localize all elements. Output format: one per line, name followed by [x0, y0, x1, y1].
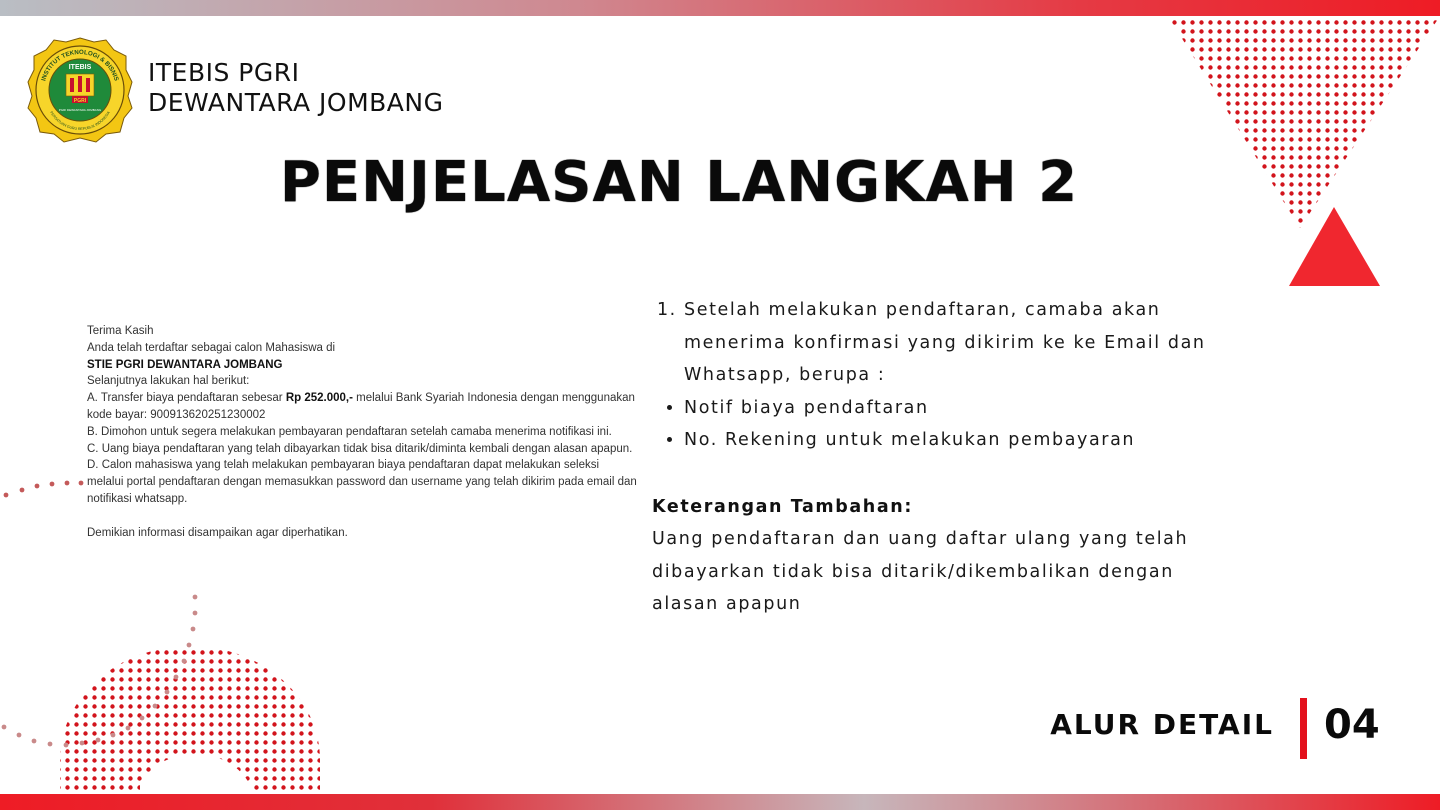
- dotted-arc: [60, 646, 320, 794]
- footer-divider: [1300, 698, 1307, 759]
- email-item-b: B. Dimohon untuk segera melakukan pembayaran pendaftaran setelah camaba menerima notifikasi ini.: [87, 425, 612, 438]
- logo-top-label: ITEBIS: [68, 64, 92, 71]
- footer-label: ALUR DETAIL: [1050, 708, 1274, 741]
- logo-sub-label: PGRI DEWANTARA JOMBANG: [58, 108, 102, 112]
- email-screenshot: [87, 323, 637, 541]
- email-item-a-prefix: A. Transfer biaya pendaftaran sebesar: [87, 392, 286, 405]
- extra-info-title: Keterangan Tambahan:: [652, 496, 913, 517]
- email-registered-line: Anda telah terdaftar sebagai calon Mahasiswa di: [87, 341, 336, 354]
- email-greeting: Terima Kasih: [87, 325, 154, 337]
- logo-ring-text: INSTITUT TEKNOLOGI & BISNIS: [40, 48, 120, 82]
- explanation-bullet-1: • Notif biaya pendaftaran: [684, 392, 1212, 425]
- email-item-c: C. Uang biaya pendaftaran yang telah dibayarkan tidak bisa ditarik/diminta kembali dengan alasan apapun.: [87, 442, 633, 455]
- dotted-curve-left: [4, 481, 84, 498]
- email-item-a-suffix: melalui Bank Syariah Indonesia dengan menggunakan kode bayar: 900913620251230002: [87, 392, 635, 421]
- email-next-steps: Selanjutnya lakukan hal berikut:: [87, 375, 250, 388]
- institution-name-line2: DEWANTARA JOMBANG: [148, 88, 444, 117]
- explanation-step-1: 1. Setelah melakukan pendaftaran, camaba akan menerima konfirmasi yang dikirim ke ke Email dan Whatsapp, berupa :: [684, 294, 1212, 392]
- email-item-a-amount: Rp 252.000,-: [285, 392, 353, 405]
- institution-name: [148, 58, 444, 118]
- logo-center-label: PGRI: [73, 98, 87, 104]
- email-item-a: [87, 390, 637, 424]
- slide-title: PENJELASAN LANGKAH 2: [279, 150, 1079, 215]
- email-closing: Demikian informasi disampaikan agar diperhatikan.: [87, 526, 348, 539]
- page-number: 04: [1324, 702, 1380, 748]
- institution-logo: [26, 36, 134, 144]
- email-item-d: D. Calon mahasiswa yang telah melakukan pembayaran biaya pendaftaran dapat melakukan seleksi melalui portal pendaftaran dengan memasukkan password dan username yang telah dikirim pada email dan notifikasi whatsapp.: [87, 459, 637, 505]
- explanation-bullet-2: • No. Rekening untuk melakukan pembayaran: [684, 424, 1212, 457]
- extra-info-body: Uang pendaftaran dan uang daftar ulang yang telah dibayarkan tidak bisa ditarik/dikembalikan dengan alasan apapun: [652, 529, 1189, 614]
- explanation-panel: [652, 294, 1212, 621]
- email-institution: STIE PGRI DEWANTARA JOMBANG: [87, 358, 283, 371]
- logo-ring-text-bottom: PERSATUAN GURU REPUBLIK INDONESIA: [49, 110, 111, 132]
- institution-name-line1: ITEBIS PGRI: [148, 58, 300, 87]
